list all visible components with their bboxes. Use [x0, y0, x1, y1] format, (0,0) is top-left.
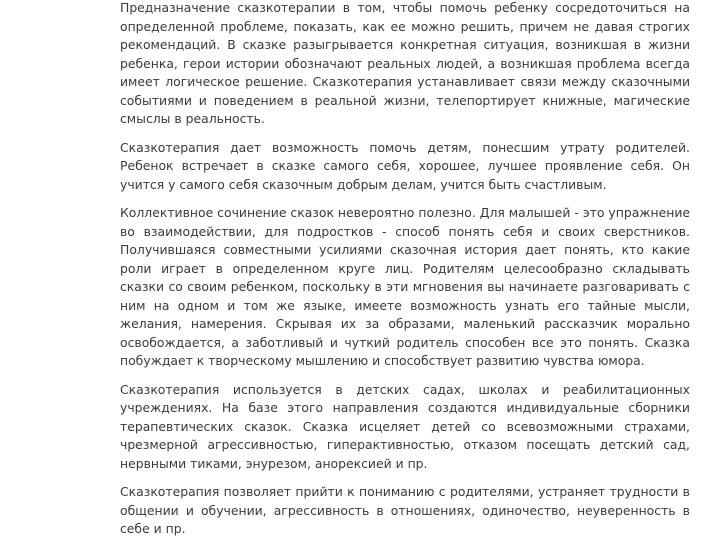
paragraph-loss-of-parents: Сказкотерапия дает возможность помочь детям, понесшим утрату родителей. Ребенок встречает в сказке самого себя, хорошее, лучшее проявление себя. Он учится у самого себя сказочным добрым делам, учится быть счастливым.: [120, 139, 690, 192]
paragraph-purpose: Предназначение сказкотерапии в том, чтобы помочь ребенку сосредоточиться на определенной проблеме, показать, как ее можно решить, причем не давая строгих рекомендаций. В сказке разыгрывается конкретная ситуация, возникшая в жизни ребенка, герои истории обозначают реальных людей, а возникшая проблема всегда имеет логическое решение. Сказкотерапия устанавливает связи между сказочными событиями и поведением в реальной жизни, телепортирует книжные, магические смыслы в реальность.: [120, 0, 690, 126]
paragraph-understanding: Сказкотерапия позволяет прийти к пониманию с родителями, устраняет трудности в общении и обучении, агрессивность в отношениях, одиночество, неуверенность в себе и пр.: [120, 484, 690, 536]
paragraph-institutions: Сказкотерапия используется в детских садах, школах и реабилитационных учреждениях. На базе этого направления создаются индивидуальные сборники терапевтических сказок. Сказка исцеляет детей со всевозможными страхами, чрезмерной агрессивностью, гиперактивностью, отказом посещать детский сад, нервными тиками, энурезом, анорексией и пр.: [120, 381, 690, 471]
paragraph-collective-writing: Коллективное сочинение сказок невероятно полезно. Для малышей - это упражнение во взаимодействии, для подростков - способ понять себя и своих сверстников. Получившаяся совместными усилиями сказочная история дает понять, кто какие роли играет в определенном круге лиц. Родителям целесообразно складывать сказки со своим ребенком, поскольку в эти мгновения вы начинаете разговаривать с ним на одном и том же языке, имеете возможность узнать его тайные мысли, желания, намерения. Скрывая их за образами, маленький рассказчик морально освобождается, а заботливый и чуткий родитель способен все это понять. Сказка побуждает к творческому мышлению и способствует развитию чувства юмора.: [120, 205, 690, 368]
